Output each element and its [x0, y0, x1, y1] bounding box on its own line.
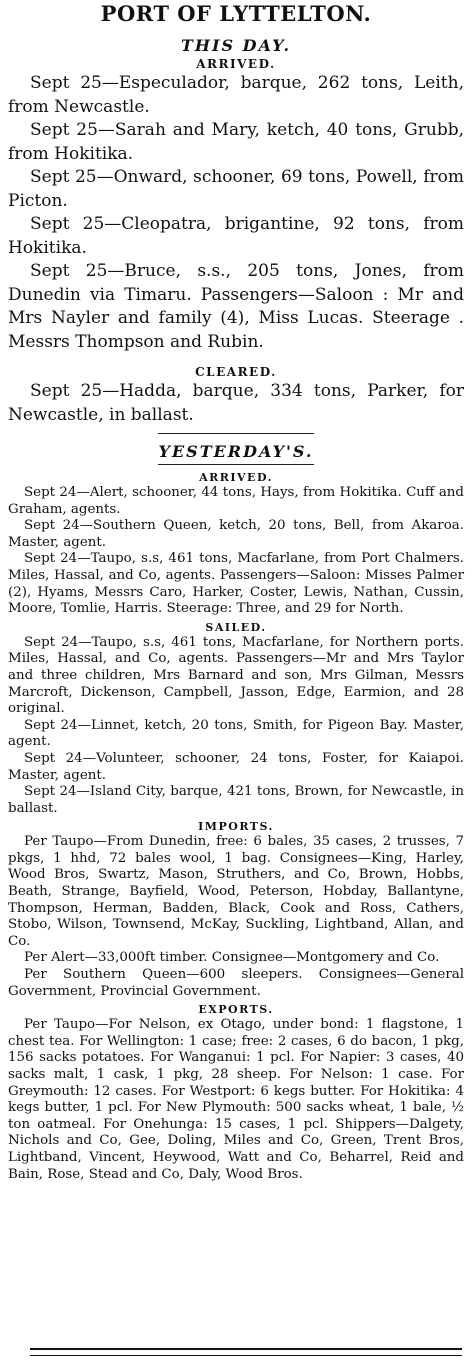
yesterday-sailed-label: SAILED. [205, 620, 267, 634]
masthead: PORT OF LYTTELTON. [100, 1, 372, 26]
bottom-double-rule [30, 1348, 462, 1356]
import-entry: Per Alert—33,000ft timber. Consignee—Montgomery and Co. [24, 950, 440, 966]
arrival-entry: Sept 25—Especulador, barque, 262 tons, Leith, from Newcastle. [8, 73, 464, 117]
sailed-entry: Sept 24—Volunteer, schooner, 24 tons, Foster, for Kaiapoi. Master, agent. [8, 750, 464, 783]
imports-label: IMPORTS. [198, 820, 274, 834]
sailed-entry: Sept 24—Linnet, ketch, 20 tons, Smith, for Pigeon Bay. Master, agent. [8, 717, 464, 750]
export-entry: Per Taupo—For Nelson, ex Otago, under bond: 1 flagstone, 1 chest tea. For Wellington: 1 case; free: 2 cases, 6 do bacon, 1 pkg, 156 sacks potatoes. For Wanganui: 1 pcl. For Napier: 3 cases, 40 sacks malt, 1 cask, 1 pkg, 28 sheep. For Nelson: 1 case. For Greymouth: 12 cases. For Westport: 6 kegs butter. For Hokitika: 4 kegs butter, 1 pcl. For New Plymouth: 500 sacks wheat, 1 bale, ½ ton oatmeal. For Onehunga: 15 cases, 1 pcl. Shippers—Dalgety, Nichols and Co, Gee, Doling, Miles and Co, Green, Trent Bros, Lightband, Vincent, Heywood, Watt and Co, Beharrel, Reid and Bain, Rose, Stead and Co, Daly, Wood Bros. [8, 1017, 464, 1182]
arrival-entry: Sept 24—Southern Queen, ketch, 20 tons, Bell, from Akaroa. Master, agent. [8, 518, 464, 550]
import-entry: Per Taupo—From Dunedin, free: 6 bales, 35 cases, 2 trusses, 7 pkgs, 1 hhd, 72 bales wool, 1 bag. Consignees—King, Harley, Wood Bros, Swartz, Mason, Struthers, and Co, Brown, Hobbs, Beath, Strange, Bayfield, Wood, Peterson, Hobday, Ballantyne, Thompson, Herman, Badden, Black, Cook and Ross, Cathers, Stobo, Wilson, Townsend, McKay, Suckling, Lightband, Allan, and Co. [8, 834, 464, 949]
heading-rule [158, 464, 314, 465]
exports-label: EXPORTS. [198, 1003, 274, 1017]
section-divider [158, 433, 314, 434]
sailed-entry: Sept 24—Island City, barque, 421 tons, Brown, for Newcastle, in ballast. [8, 784, 464, 816]
arrival-entry: Sept 24—Taupo, s.s, 461 tons, Macfarlane, from Port Chalmers. Miles, Hassal, and Co, agents. Passengers—Saloon: Misses Palmer (2), Hyams, Messrs Caro, Harker, Coster, Lewis, Nathan, Cussin, Moore, Tomlie, Harris. Steerage: Three, and 29 for North. [8, 551, 464, 617]
this-day-heading: THIS DAY. [180, 36, 292, 55]
import-entry: Per Southern Queen—600 sleepers. Consignees—General Government, Provincial Government. [8, 967, 464, 999]
arrival-entry: Sept 25—Bruce, s.s., 205 tons, Jones, from Dunedin via Timaru. Passengers—Saloon : Mr and Mrs Nayler and family (4), Miss Lucas. Steerage . Messrs Thompson and Rubin. [8, 261, 464, 352]
yesterdays-heading: YESTERDAY'S. [158, 442, 314, 461]
arrival-entry: Sept 25—Onward, schooner, 69 tons, Powell, from Picton. [8, 167, 464, 211]
cleared-entry: Sept 25—Hadda, barque, 334 tons, Parker, for Newcastle, in ballast. [8, 381, 464, 425]
this-day-section [8, 36, 464, 427]
arrival-entry: Sept 25—Sarah and Mary, ketch, 40 tons, Grubb, from Hokitika. [8, 120, 464, 164]
yesterdays-section [8, 442, 464, 1183]
yesterday-arrived-label: ARRIVED. [199, 471, 273, 484]
arrival-entry: Sept 24—Alert, schooner, 44 tons, Hays, from Hokitika. Cuff and Graham, agents. [8, 485, 464, 517]
sailed-entry: Sept 24—Taupo, s.s, 461 tons, Macfarlane, for Northern ports. Miles, Hassal, and Co, agents. Passengers—Mr and Mrs Taylor and three children, Mrs Barnard and son, Mrs Gilman, Messrs Marcroft, Dickenson, Campbell, Jasson, Edge, Earmion, and 28 original. [8, 634, 464, 717]
arrival-entry: Sept 25—Cleopatra, brigantine, 92 tons, from Hokitika. [8, 214, 464, 258]
this-day-arrived-label: ARRIVED. [196, 57, 276, 71]
this-day-cleared-label: CLEARED. [195, 365, 277, 379]
